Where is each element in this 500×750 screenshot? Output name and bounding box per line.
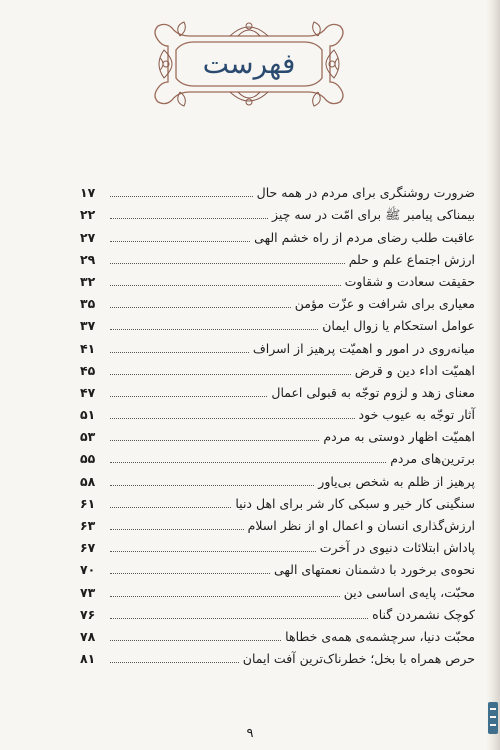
- toc-entry[interactable]: [80, 579, 475, 601]
- toc-entry[interactable]: [80, 491, 475, 513]
- toc-entry-title: نحوه‌ی برخورد با دشمنان نعمتهای الهی: [273, 562, 475, 578]
- toc-entry-title: اهمیّت اظهار دوستی به مردم: [323, 429, 475, 445]
- dot-leader: [110, 374, 351, 375]
- publisher-logo-icon: [486, 698, 500, 738]
- toc-entry-title: عوامل استحکام یا زوال ایمان: [322, 318, 475, 334]
- toc-entry[interactable]: [80, 446, 475, 468]
- toc-entry[interactable]: [80, 335, 475, 357]
- toc-entry[interactable]: [80, 291, 475, 313]
- toc-entry-title: ارزش‌گذاری انسان و اعمال او از نظر اسلام: [247, 518, 475, 533]
- toc-entry[interactable]: [80, 224, 475, 246]
- dot-leader: [110, 618, 368, 619]
- dot-leader: [110, 507, 231, 508]
- toc-entry-title: محبّت، پایه‌ی اساسی دین: [343, 584, 475, 600]
- dot-leader: [110, 662, 239, 663]
- toc-entry-title: معیاری برای شرافت و عزّت مؤمن: [294, 296, 475, 312]
- toc-entry-title: معنای زهد و لزوم توجّه به قبولی اعمال: [271, 384, 475, 400]
- toc-entry-page: ۷۸: [80, 628, 96, 644]
- toc-entry-title: ضرورت روشنگری برای مردم در همه حال: [256, 185, 475, 201]
- dot-leader: [110, 396, 267, 397]
- dot-leader: [110, 285, 341, 286]
- toc-entry[interactable]: [80, 247, 475, 269]
- dot-leader: [110, 551, 316, 552]
- toc-entry-page: ۷۶: [80, 606, 96, 622]
- toc-entry-title: پاداش ابتلائات دنیوی در آخرت: [319, 540, 475, 556]
- toc-entry-title: عاقبت طلب رضای مردم از راه خشم الهی: [254, 229, 475, 245]
- toc-entry-page: ۸۱: [80, 651, 96, 667]
- page-title: فهرست: [202, 47, 296, 80]
- toc-entry-page: ۵۸: [80, 473, 96, 489]
- title-frame: [150, 14, 348, 114]
- toc-entry[interactable]: [80, 313, 475, 335]
- toc-entry[interactable]: [80, 202, 475, 224]
- dot-leader: [110, 307, 291, 308]
- toc-entry-title: حقیقت سعادت و شقاوت: [344, 273, 475, 289]
- dot-leader: [110, 352, 249, 353]
- toc-entry-title: محبّت دنیا، سرچشمه‌ی همه‌ی خطاها: [285, 628, 475, 644]
- toc-entry-page: ۲۲: [80, 207, 96, 223]
- toc-entry-page: ۱۷: [80, 185, 96, 201]
- dot-leader: [110, 640, 281, 641]
- page-number: ۹: [246, 726, 254, 741]
- dot-leader: [110, 218, 268, 219]
- toc-entry[interactable]: [80, 513, 475, 535]
- dot-leader: [110, 263, 345, 264]
- toc-entry[interactable]: [80, 358, 475, 380]
- toc-entry-page: ۵۱: [80, 407, 96, 423]
- toc-entry[interactable]: [80, 468, 475, 490]
- toc-entry[interactable]: [80, 602, 475, 624]
- toc-entry-page: ۳۷: [80, 318, 96, 334]
- toc-entry-title: برترین‌های مردم: [390, 451, 475, 467]
- toc-entry-page: ۲۷: [80, 229, 96, 245]
- dot-leader: [110, 596, 340, 597]
- toc-entry-page: ۲۹: [80, 251, 96, 267]
- toc-entry-page: ۳۵: [80, 296, 96, 312]
- toc-entry-title: سنگینی کار خیر و سبکی کار شر برای اهل دنیا: [235, 495, 475, 511]
- dot-leader: [110, 329, 318, 330]
- toc-entry[interactable]: [80, 424, 475, 446]
- toc-entry-page: ۴۵: [80, 362, 96, 378]
- toc-entry[interactable]: [80, 557, 475, 579]
- toc-entry-page: ۵۵: [80, 451, 96, 467]
- toc-entry-page: ۷۰: [80, 562, 96, 578]
- toc-entry-page: ۷۳: [80, 584, 96, 600]
- dot-leader: [110, 418, 355, 419]
- dot-leader: [110, 573, 270, 574]
- toc-entry-title: میانه‌روی در امور و اهمیّت پرهیز از اسراف: [252, 340, 475, 356]
- toc-entry-page: ۶۱: [80, 495, 96, 511]
- toc-entry[interactable]: [80, 535, 475, 557]
- toc-entry[interactable]: [80, 269, 475, 291]
- toc-entry-title: بیمناکی پیامبر ﷺ برای امّت در سه چیز: [271, 207, 475, 223]
- toc-entry-title: حرص همراه با بخل؛ خطرناک‌ترین آفت ایمان: [242, 651, 475, 667]
- dot-leader: [110, 196, 253, 197]
- toc-entry-page: ۶۷: [80, 540, 96, 556]
- dot-leader: [110, 241, 250, 242]
- dot-leader: [110, 485, 314, 486]
- toc-entry-page: ۶۳: [80, 518, 96, 533]
- toc-entry[interactable]: [80, 380, 475, 402]
- toc-entry-title: اهمیّت اداء دین و قرض: [354, 362, 475, 378]
- toc-entry-title: آثار توجّه به عیوب خود: [358, 407, 475, 423]
- dot-leader: [110, 440, 319, 441]
- toc-entry-title: ارزش اجتماع علم و حلم: [348, 251, 475, 267]
- dot-leader: [110, 462, 386, 463]
- toc-entry[interactable]: [80, 624, 475, 646]
- toc-entry-page: ۵۳: [80, 429, 96, 445]
- page-edge: [486, 0, 500, 750]
- toc-entry[interactable]: [80, 402, 475, 424]
- toc-entry[interactable]: [80, 646, 475, 668]
- toc-entry[interactable]: [80, 180, 475, 202]
- toc-entry-page: ۴۷: [80, 384, 96, 400]
- toc-entry-title: کوچک نشمردن گناه: [372, 606, 475, 622]
- toc-entry-page: ۳۲: [80, 273, 96, 289]
- toc-entry-page: ۴۱: [80, 340, 96, 356]
- dot-leader: [110, 529, 244, 530]
- toc-entry-title: پرهیز از ظلم به شخص بی‌یاور: [318, 473, 475, 489]
- table-of-contents: [80, 180, 475, 668]
